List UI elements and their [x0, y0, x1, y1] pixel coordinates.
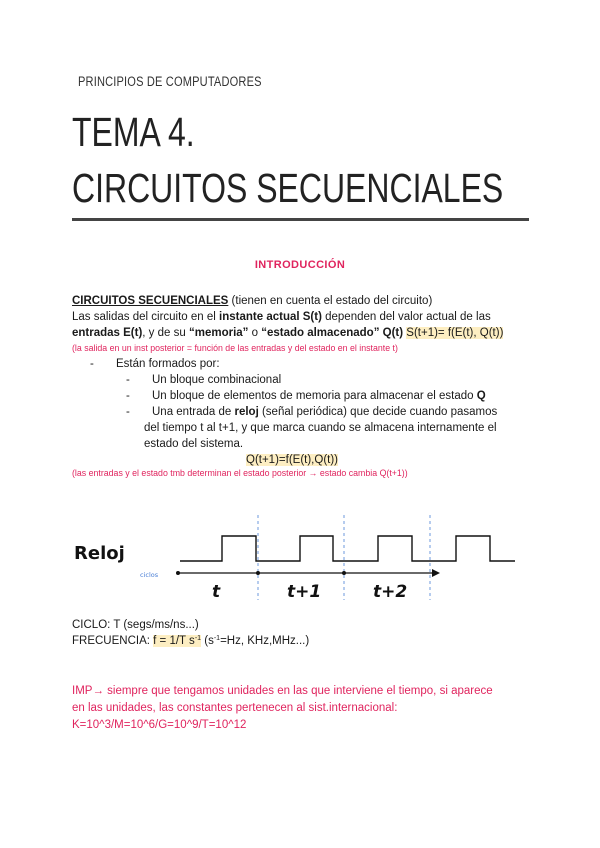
title-divider	[72, 218, 529, 221]
frequency-units: (s	[204, 635, 214, 647]
frequency-exponent: -1	[194, 635, 202, 642]
list-item-continuation: del tiempo t al t+1, y que marca cuando se almacena internamente el	[144, 422, 497, 434]
list-item: - Un bloque combinacional	[126, 374, 282, 386]
page-title: CIRCUITOS SECUENCIALES	[72, 165, 504, 211]
note-2: (las entradas y el estado tmb determinan el estado posterior → estado cambia Q(t+1))	[72, 468, 408, 478]
axis-arrow-icon	[432, 569, 440, 577]
text: Las salidas del circuito en el	[72, 311, 220, 323]
time-label-t: t	[212, 582, 221, 602]
section-heading: INTRODUCCIÓN	[254, 259, 346, 271]
frequency-units-exponent: -1	[213, 635, 221, 642]
term: CIRCUITOS SECUENCIALES	[72, 295, 229, 307]
cycle-line: CICLO: T (segs/ms/ns...)	[72, 619, 199, 631]
text-bold: instante actual S(t)	[219, 311, 322, 323]
state-formula	[246, 452, 338, 468]
time-label-t2: t+2	[373, 582, 408, 602]
list-item-text: Un bloque de elementos de memoria para almacenar el estado	[152, 390, 477, 402]
axis-marker	[342, 571, 346, 575]
axis-marker	[176, 571, 180, 575]
definition-line-1	[72, 293, 432, 309]
clock-waveform	[180, 536, 515, 561]
clock-label: Reloj	[74, 543, 125, 564]
list-item-text: (señal periódica) que decide cuando pasamos	[258, 406, 498, 418]
frequency-formula	[153, 635, 201, 647]
text: o	[248, 327, 262, 339]
term-note: (tienen en cuenta el estado del circuito)	[228, 295, 433, 307]
frequency-units: =Hz, KHz,MHz...)	[220, 635, 310, 647]
imp-line-1: IMP→ siempre que tengamos unidades en las que interviene el tiempo, si aparece	[72, 685, 493, 697]
text: , y de su	[142, 327, 189, 339]
list-intro: - Están formados por:	[90, 358, 220, 370]
frequency-line	[72, 633, 309, 649]
list-item-continuation: estado del sistema.	[144, 438, 244, 450]
list-item-bold: reloj	[234, 406, 259, 418]
list-item: - Un bloque de elementos de memoria para almacenar el estado Q	[126, 390, 486, 402]
list-intro-text: Están formados por:	[116, 358, 220, 370]
state-formula-text: Q(t+1)=f(E(t),Q(t))	[246, 454, 338, 466]
text-bold: “estado almacenado” Q(t)	[261, 327, 404, 339]
time-label-t1: t+1	[287, 582, 322, 602]
text-bold: entradas E(t)	[72, 327, 143, 339]
list-item-text: Un bloque combinacional	[152, 374, 282, 386]
clock-diagram	[0, 505, 600, 605]
tema-number: TEMA 4.	[72, 109, 195, 155]
imp-line-2: en las unidades, las constantes pertenecen al sist.internacional:	[72, 702, 398, 714]
axis-marker	[256, 571, 260, 575]
output-formula: S(t+1)= f(E(t), Q(t))	[406, 327, 504, 339]
frequency-formula-text: f = 1/T s	[153, 635, 195, 647]
note-1: (la salida en un inst posterior = función de las entradas y del estado en el instante t)	[72, 343, 398, 353]
text-bold: “memoria”	[188, 327, 249, 339]
text: dependen del valor actual de las	[321, 311, 491, 323]
frequency-label: FRECUENCIA:	[72, 635, 154, 647]
imp-line-3: K=10^3/M=10^6/G=10^9/T=10^12	[72, 719, 247, 731]
ciclos-label: ciclos	[140, 571, 159, 579]
definition-line-2	[72, 309, 491, 325]
definition-line-3	[72, 325, 503, 341]
course-title: PRINCIPIOS DE COMPUTADORES	[78, 74, 262, 89]
list-item-bold: Q	[476, 390, 486, 402]
list-item: - Una entrada de reloj (señal periódica) que decide cuando pasamos	[126, 406, 498, 418]
list-item-text: Una entrada de	[152, 406, 235, 418]
